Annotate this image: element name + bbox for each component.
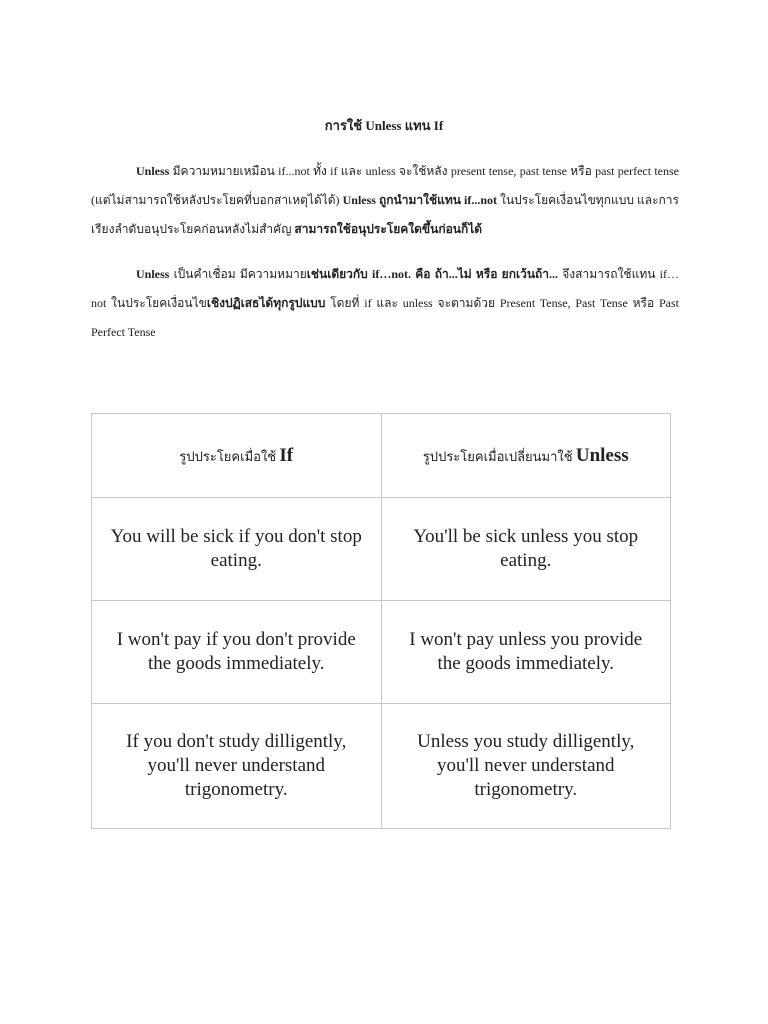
- if-sentence: If you don't study dilligently, you'll never understand trigonometry.: [92, 704, 382, 829]
- table-row: [92, 704, 671, 829]
- header-if-keyword: If: [279, 444, 294, 466]
- paragraph-1-text: มีความหมายเหมือน if...not ทั้ง if และ unless จะใช้หลัง present tense, past tense หรือ past perfect tense (แต่ไม่สามารถใช้หลังประโยคที่บอกสาเหตุได้ได้): [91, 164, 679, 207]
- unless-sentence: You'll be sick unless you stop eating.: [381, 498, 671, 601]
- if-sentence: You will be sick if you don't stop eating.: [92, 498, 382, 601]
- table-header-row: [92, 414, 671, 498]
- paragraph-2-text: เป็นคำเชื่อม มีความหมาย: [169, 267, 307, 281]
- paragraph-2-text-3: โดยที่ if และ unless จะตามด้วย Present Tense, Past Tense หรือ Past Perfect Tense: [91, 296, 679, 339]
- paragraph-1-emphasis: ถูกนำมาใช้แทน if...not: [379, 193, 498, 207]
- header-unless-label: รูปประโยคเมื่อเปลี่ยนมาใช้: [422, 448, 576, 464]
- paragraph-2: [91, 260, 679, 347]
- paragraph-1: [91, 157, 679, 244]
- table-row: [92, 498, 671, 601]
- header-if: [92, 414, 382, 498]
- header-if-label: รูปประโยคเมื่อใช้: [179, 448, 280, 464]
- paragraph-2-emphasis-2: เชิงปฏิเสธได้ทุกรูปแบบ: [206, 296, 326, 310]
- unless-sentence: I won't pay unless you provide the goods immediately.: [381, 601, 671, 704]
- unless-sentence: Unless you study dilligently, you'll never understand trigonometry.: [381, 704, 671, 829]
- comparison-table: [91, 413, 671, 829]
- paragraph-1-keyword-2: Unless: [342, 193, 376, 207]
- paragraph-2-emphasis: เช่นเดียวกับ if…not. คือ ถ้า...ไม่ หรือ ยกเว้นถ้า...: [306, 267, 559, 281]
- paragraph-2-text-2: จึงสามารถใช้แทน if…not ในประโยคเงื่อนไข: [91, 267, 679, 310]
- header-unless: [381, 414, 671, 498]
- paragraph-1-keyword: Unless: [136, 164, 170, 178]
- document-title: การใช้ Unless แทน If: [324, 118, 444, 133]
- table-row: [92, 601, 671, 704]
- header-unless-keyword: Unless: [575, 444, 629, 466]
- paragraph-1-emphasis-2: สามารถใช้อนุประโยคใดขึ้นก่อนก็ได้: [294, 222, 483, 236]
- paragraph-1-text-2: ในประโยคเงื่อนไขทุกแบบ และการเรียงลำดับอนุประโยคก่อนหลังไม่สำคัญ: [91, 193, 679, 236]
- if-sentence: I won't pay if you don't provide the goods immediately.: [92, 601, 382, 704]
- paragraph-2-keyword: Unless: [136, 267, 170, 281]
